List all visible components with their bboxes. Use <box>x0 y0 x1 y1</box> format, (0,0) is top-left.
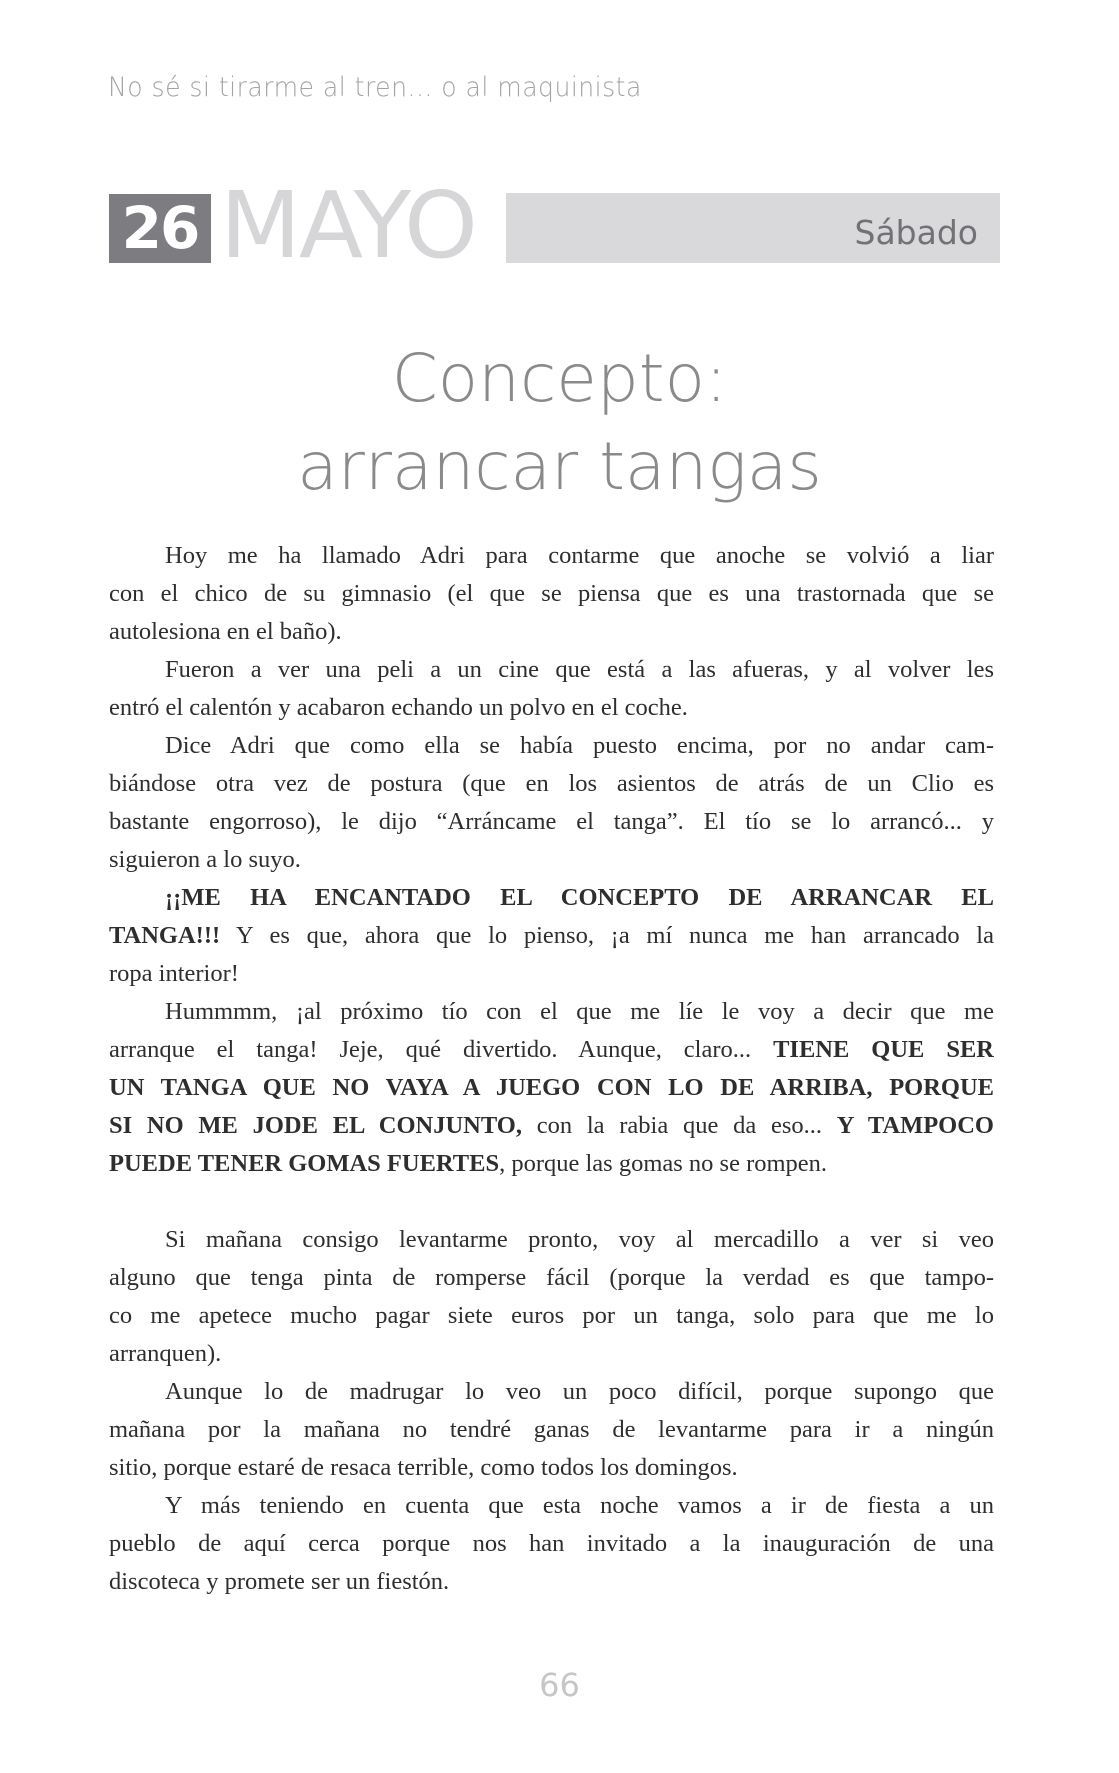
line-text: arranque el tanga! Jeje, qué divertido. Aunque, claro... <box>109 1036 774 1063</box>
line-text: sitio, porque estaré de resaca terrible, como todos los domingos. <box>109 1454 738 1481</box>
line-text: arranquen). <box>109 1340 222 1367</box>
line-text: alguno que tenga pinta de romperse fácil (porque la verdad es que tampo- <box>109 1264 994 1291</box>
line-text: Hoy me ha llamado Adri para contarme que anoche se volvió a liar <box>165 542 994 569</box>
body-line <box>109 1145 994 1183</box>
day-number-box <box>109 194 211 263</box>
line-text: biándose otra vez de postura (que en los asientos de atrás de un Clio es <box>109 770 994 797</box>
body-line <box>109 537 994 575</box>
line-text: , porque las gomas no se rompen. <box>499 1150 828 1177</box>
body-line <box>109 1449 994 1487</box>
line-bold-text: ¡¡ME HA ENCANTADO EL CONCEPTO DE ARRANCAR EL <box>165 884 994 911</box>
body-line <box>109 575 994 613</box>
line-text: mañana por la mañana no tendré ganas de levantarme para ir a ningún <box>109 1416 994 1443</box>
month-label: MAYO <box>220 172 476 279</box>
line-text: ropa interior! <box>109 960 239 987</box>
body-line <box>109 1031 994 1069</box>
line-text: Fueron a ver una peli a un cine que está a las afueras, y al volver les <box>165 656 994 683</box>
page-number: 66 <box>539 1666 580 1704</box>
line-text: Y más teniendo en cuenta que esta noche vamos a ir de fiesta a un <box>165 1492 994 1519</box>
line-bold-text: TANGA!!! <box>109 922 221 949</box>
body-line <box>109 1221 994 1259</box>
line-bold-text: Y TAMPOCO <box>836 1112 994 1139</box>
line-text: Aunque lo de madrugar lo veo un poco difícil, porque supongo que <box>165 1378 994 1405</box>
body-line <box>109 841 994 879</box>
body-line <box>109 689 994 727</box>
line-text: pueblo de aquí cerca porque nos han invitado a la inauguración de una <box>109 1530 994 1557</box>
body-line <box>109 651 994 689</box>
line-text: Si mañana consigo levantarme pronto, voy al mercadillo a ver si veo <box>165 1226 994 1253</box>
line-bold-text: TIENE QUE SER <box>773 1036 994 1063</box>
body-line <box>109 727 994 765</box>
line-bold-text: SI NO ME JODE EL CONJUNTO, <box>109 1112 522 1139</box>
weekday-bar <box>506 193 1000 263</box>
line-text: autolesiona en el baño). <box>109 618 342 645</box>
body-line <box>109 1335 994 1373</box>
line-bold-text: UN TANGA QUE NO VAYA A JUEGO CON LO DE ARRIBA, PORQUE <box>109 1074 994 1101</box>
body-line <box>109 879 994 917</box>
line-bold-text: PUEDE TENER GOMAS FUERTES <box>109 1150 500 1177</box>
line-text: Y es que, ahora que lo pienso, ¡a mí nunca me han arrancado la <box>220 922 994 949</box>
body-line <box>109 765 994 803</box>
body-line <box>109 1297 994 1335</box>
line-text: discoteca y promete ser un fiestón. <box>109 1568 450 1595</box>
running-head: No sé si tirarme al tren... o al maquinista <box>108 72 642 103</box>
chapter-title-line-1: Concepto: <box>391 340 728 417</box>
day-number: 26 <box>121 194 199 262</box>
line-text: bastante engorroso), le dijo “Arráncame el tanga”. El tío se lo arrancó... y <box>109 808 994 835</box>
body-line <box>109 955 994 993</box>
line-text: co me apetece mucho pagar siete euros por un tanga, solo para que me lo <box>109 1302 994 1329</box>
body-line <box>109 613 994 651</box>
line-text: Hummmm, ¡al próximo tío con el que me líe le voy a decir que me <box>165 998 994 1025</box>
body-line <box>109 1069 994 1107</box>
body-line <box>109 993 994 1031</box>
line-text: entró el calentón y acabaron echando un polvo en el coche. <box>109 694 688 721</box>
chapter-title-line-2: arrancar tangas <box>297 428 822 505</box>
body-line <box>109 1525 994 1563</box>
body-line <box>109 1373 994 1411</box>
body-line <box>109 1411 994 1449</box>
weekday-label: Sábado <box>854 213 978 252</box>
body-line <box>109 1259 994 1297</box>
body-line <box>109 803 994 841</box>
body-line <box>109 1487 994 1525</box>
body-line <box>109 917 994 955</box>
line-text: con la rabia que da eso... <box>521 1112 837 1139</box>
line-text: con el chico de su gimnasio (el que se piensa que es una trastornada que se <box>109 580 994 607</box>
body-line <box>109 1107 994 1145</box>
line-text: siguieron a lo suyo. <box>109 846 301 873</box>
body-line <box>109 1563 994 1601</box>
line-text: Dice Adri que como ella se había puesto encima, por no andar cam- <box>165 732 994 759</box>
